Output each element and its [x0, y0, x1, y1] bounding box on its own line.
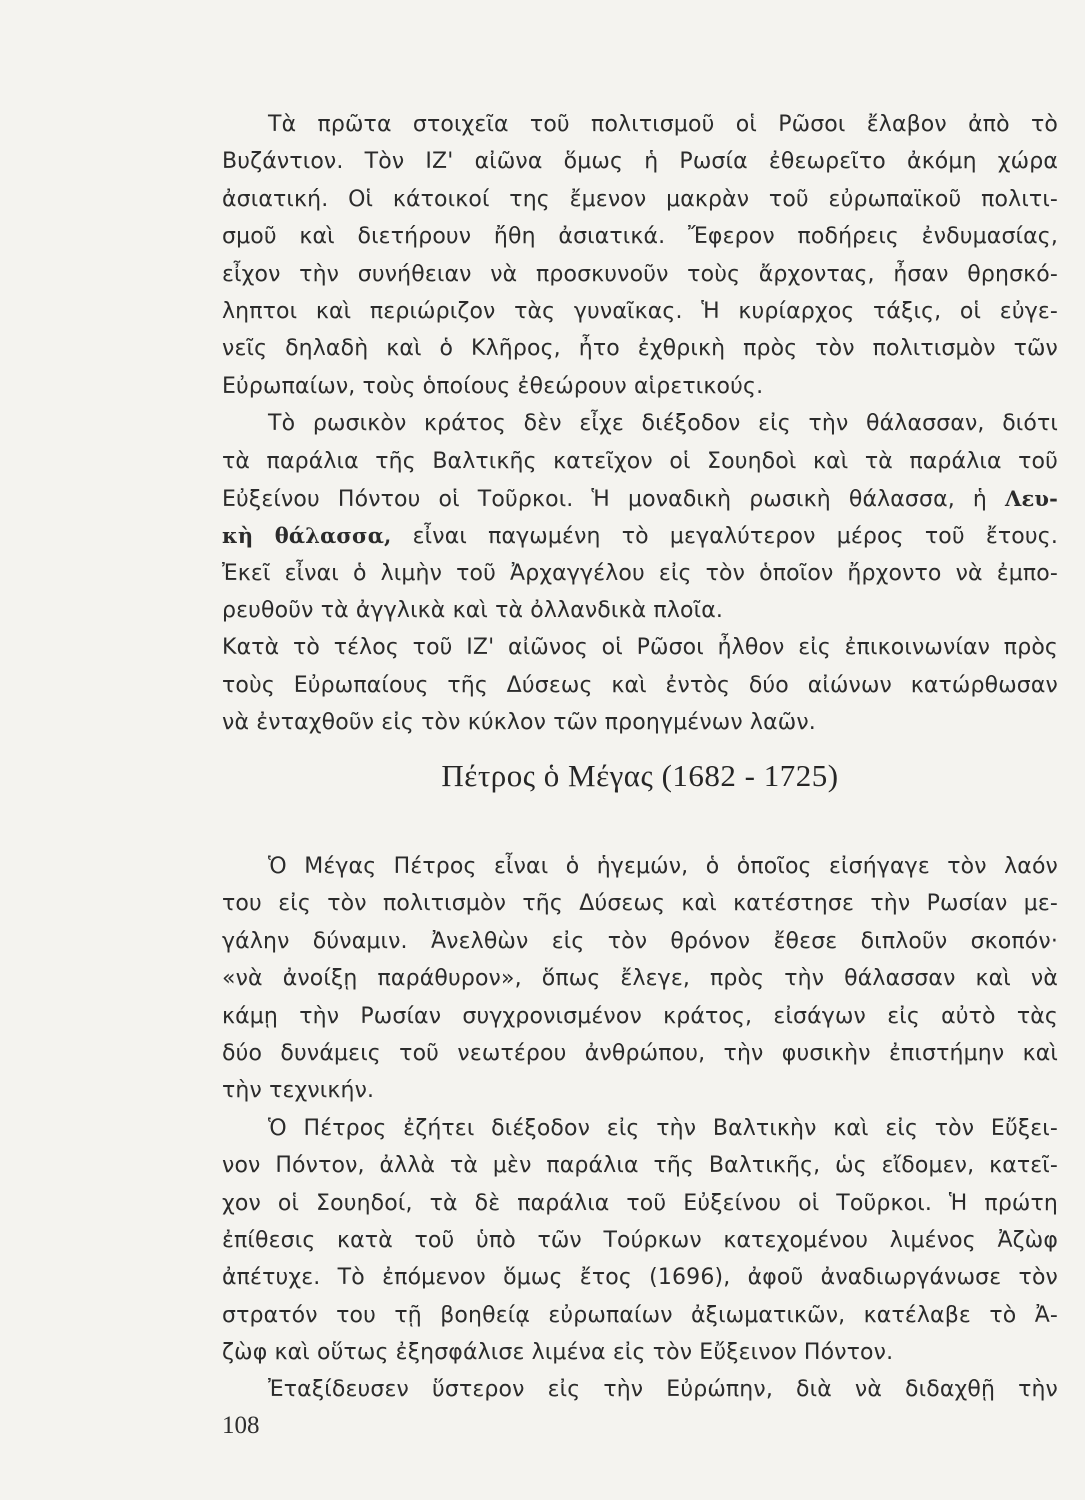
text-line: «νὰ ἀνοίξῃ παράθυρον», ὅπως ἔλεγε, πρὸς τὴν θάλασσαν καὶ νὰ — [222, 966, 1058, 992]
text-line: νεῖς δηλαδὴ καὶ ὁ Κλῆρος, ἦτο ἐχθρικὴ πρὸς τὸν πολιτισμὸν τῶν — [222, 336, 1058, 362]
text-line: του εἰς τὸν πολιτισμὸν τῆς Δύσεως καὶ κατέστησε τὴν Ρωσίαν με- — [222, 891, 1058, 917]
text-line: στρατόν του τῇ βοηθείᾳ εὐρωπαίων ἀξιωματικῶν, κατέλαβε τὸ Ἀ- — [222, 1302, 1058, 1328]
text-line: ληπτοι καὶ περιώριζον τὰς γυναῖκας. Ἡ κυρίαρχος τάξις, οἱ εὐγε- — [222, 298, 1058, 324]
text-line: χον οἱ Σουηδοί, τὰ δὲ παράλια τοῦ Εὐξείνου οἱ Τοῦρκοι. Ἡ πρώτη — [222, 1190, 1058, 1216]
text-line: Τὰ πρῶτα στοιχεῖα τοῦ πολιτισμοῦ οἱ Ρῶσοι ἔλαβον ἀπὸ τὸ — [268, 112, 1058, 137]
text-line-with-bold — [222, 517, 1058, 554]
section-heading: Πέτρος ὁ Μέγας (1682 - 1725) — [441, 758, 839, 793]
text-line: ἀπέτυχε. Τὸ ἐπόμενον ὅμως ἔτος (1696), ἀφοῦ ἀναδιωργάνωσε τὸν — [222, 1265, 1058, 1291]
intro-paragraphs — [222, 106, 1058, 742]
text-line: Ὁ Μέγας Πέτρος εἶναι ὁ ἡγεμών, ὁ ὁποῖος εἰσήγαγε τὸν λαόν — [268, 854, 1058, 879]
text-line: σμοῦ καὶ διετήρουν ἤθη ἀσιατικά. Ἔφερον ποδήρεις ἐνδυμασίας, — [222, 224, 1058, 250]
text-fragment: Εὐξείνου Πόντου οἱ Τοῦρκοι. Ἡ μοναδικὴ ρωσικὴ θάλασσα, ἡ — [222, 486, 988, 512]
text-line: γάλην δύναμιν. Ἀνελθὼν εἰς τὸν θρόνον ἔθεσε διπλοῦν σκοπόν· — [222, 928, 1058, 954]
text-line: Εὐρωπαίων, τοὺς ὁποίους ἐθεώρουν αἱρετικούς. — [222, 373, 764, 399]
bold-term: Λευ- — [1005, 485, 1058, 511]
text-line: ἀσιατική. Οἱ κάτοικοί της ἔμενον μακρὰν τοῦ εὐρωπαϊκοῦ πολιτι- — [222, 186, 1058, 212]
text-line: Βυζάντιον. Τὸν ΙΖ' αἰῶνα ὅμως ἡ Ρωσία ἐθεωρεῖτο ἀκόμη χώρα — [222, 149, 1058, 175]
text-line: ρευθοῦν τὰ ἀγγλικὰ καὶ τὰ ὀλλανδικὰ πλοῖα. — [222, 598, 723, 624]
text-line: τοὺς Εὐρωπαίους τῆς Δύσεως καὶ ἐντὸς δύο αἰώνων κατώρθωσαν — [222, 672, 1058, 698]
text-line: δύο δυνάμεις τοῦ νεωτέρου ἀνθρώπου, τὴν φυσικὴν ἐπιστήμην καὶ — [222, 1040, 1058, 1066]
text-line: τὴν τεχνικήν. — [222, 1078, 375, 1104]
text-line: Ἐκεῖ εἶναι ὁ λιμὴν τοῦ Ἀρχαγγέλου εἰς τὸν ὁποῖον ἤρχοντο νὰ ἐμπο- — [222, 560, 1058, 586]
text-line: τὰ παράλια τῆς Βαλτικῆς κατεῖχον οἱ Σουηδοὶ καὶ τὰ παράλια τοῦ — [222, 448, 1058, 474]
text-line: νον Πόντον, ἀλλὰ τὰ μὲν παράλια τῆς Βαλτικῆς, ὡς εἴδομεν, κατεῖ- — [222, 1153, 1058, 1179]
text-line: κάμῃ τὴν Ρωσίαν συγχρονισμένον κράτος, εἰσάγων εἰς αὐτὸ τὰς — [222, 1003, 1058, 1029]
text-line: Κατὰ τὸ τέλος τοῦ ΙΖ' αἰῶνος οἱ Ρῶσοι ἦλθον εἰς ἐπικοινωνίαν πρὸς — [222, 635, 1058, 661]
peter-the-great-paragraphs — [222, 848, 1058, 1409]
text-line: Ἐταξίδευσεν ὕστερον εἰς τὴν Εὐρώπην, διὰ νὰ διδαχθῇ τὴν — [268, 1377, 1058, 1403]
text-line: νὰ ἐνταχθοῦν εἰς τὸν κύκλον τῶν προηγμένων λαῶν. — [222, 710, 816, 736]
text-line: Ὁ Πέτρος ἐζήτει διέξοδον εἰς τὴν Βαλτικὴν καὶ εἰς τὸν Εὔξει- — [268, 1115, 1058, 1141]
text-fragment: εἶναι παγωμένη τὸ μεγαλύτερον μέρος τοῦ ἔτους. — [412, 524, 1058, 550]
text-line: ζὼφ καὶ οὕτως ἐξησφάλισε λιμένα εἰς τὸν Εὔξεινον Πόντον. — [222, 1340, 894, 1366]
page-number: 108 — [222, 1412, 260, 1439]
text-line: Τὸ ρωσικὸν κράτος δὲν εἶχε διέξοδον εἰς τὴν θάλασσαν, διότι — [268, 411, 1058, 437]
text-line: εἶχον τὴν συνήθειαν νὰ προσκυνοῦν τοὺς ἄρχοντας, ἦσαν θρησκό- — [222, 261, 1058, 287]
bold-term: κὴ θάλασσα, — [222, 523, 392, 549]
text-line: ἐπίθεσις κατὰ τοῦ ὑπὸ τῶν Τούρκων κατεχομένου λιμένος Ἀζὼφ — [222, 1227, 1058, 1253]
text-line-with-bold — [222, 480, 1058, 517]
